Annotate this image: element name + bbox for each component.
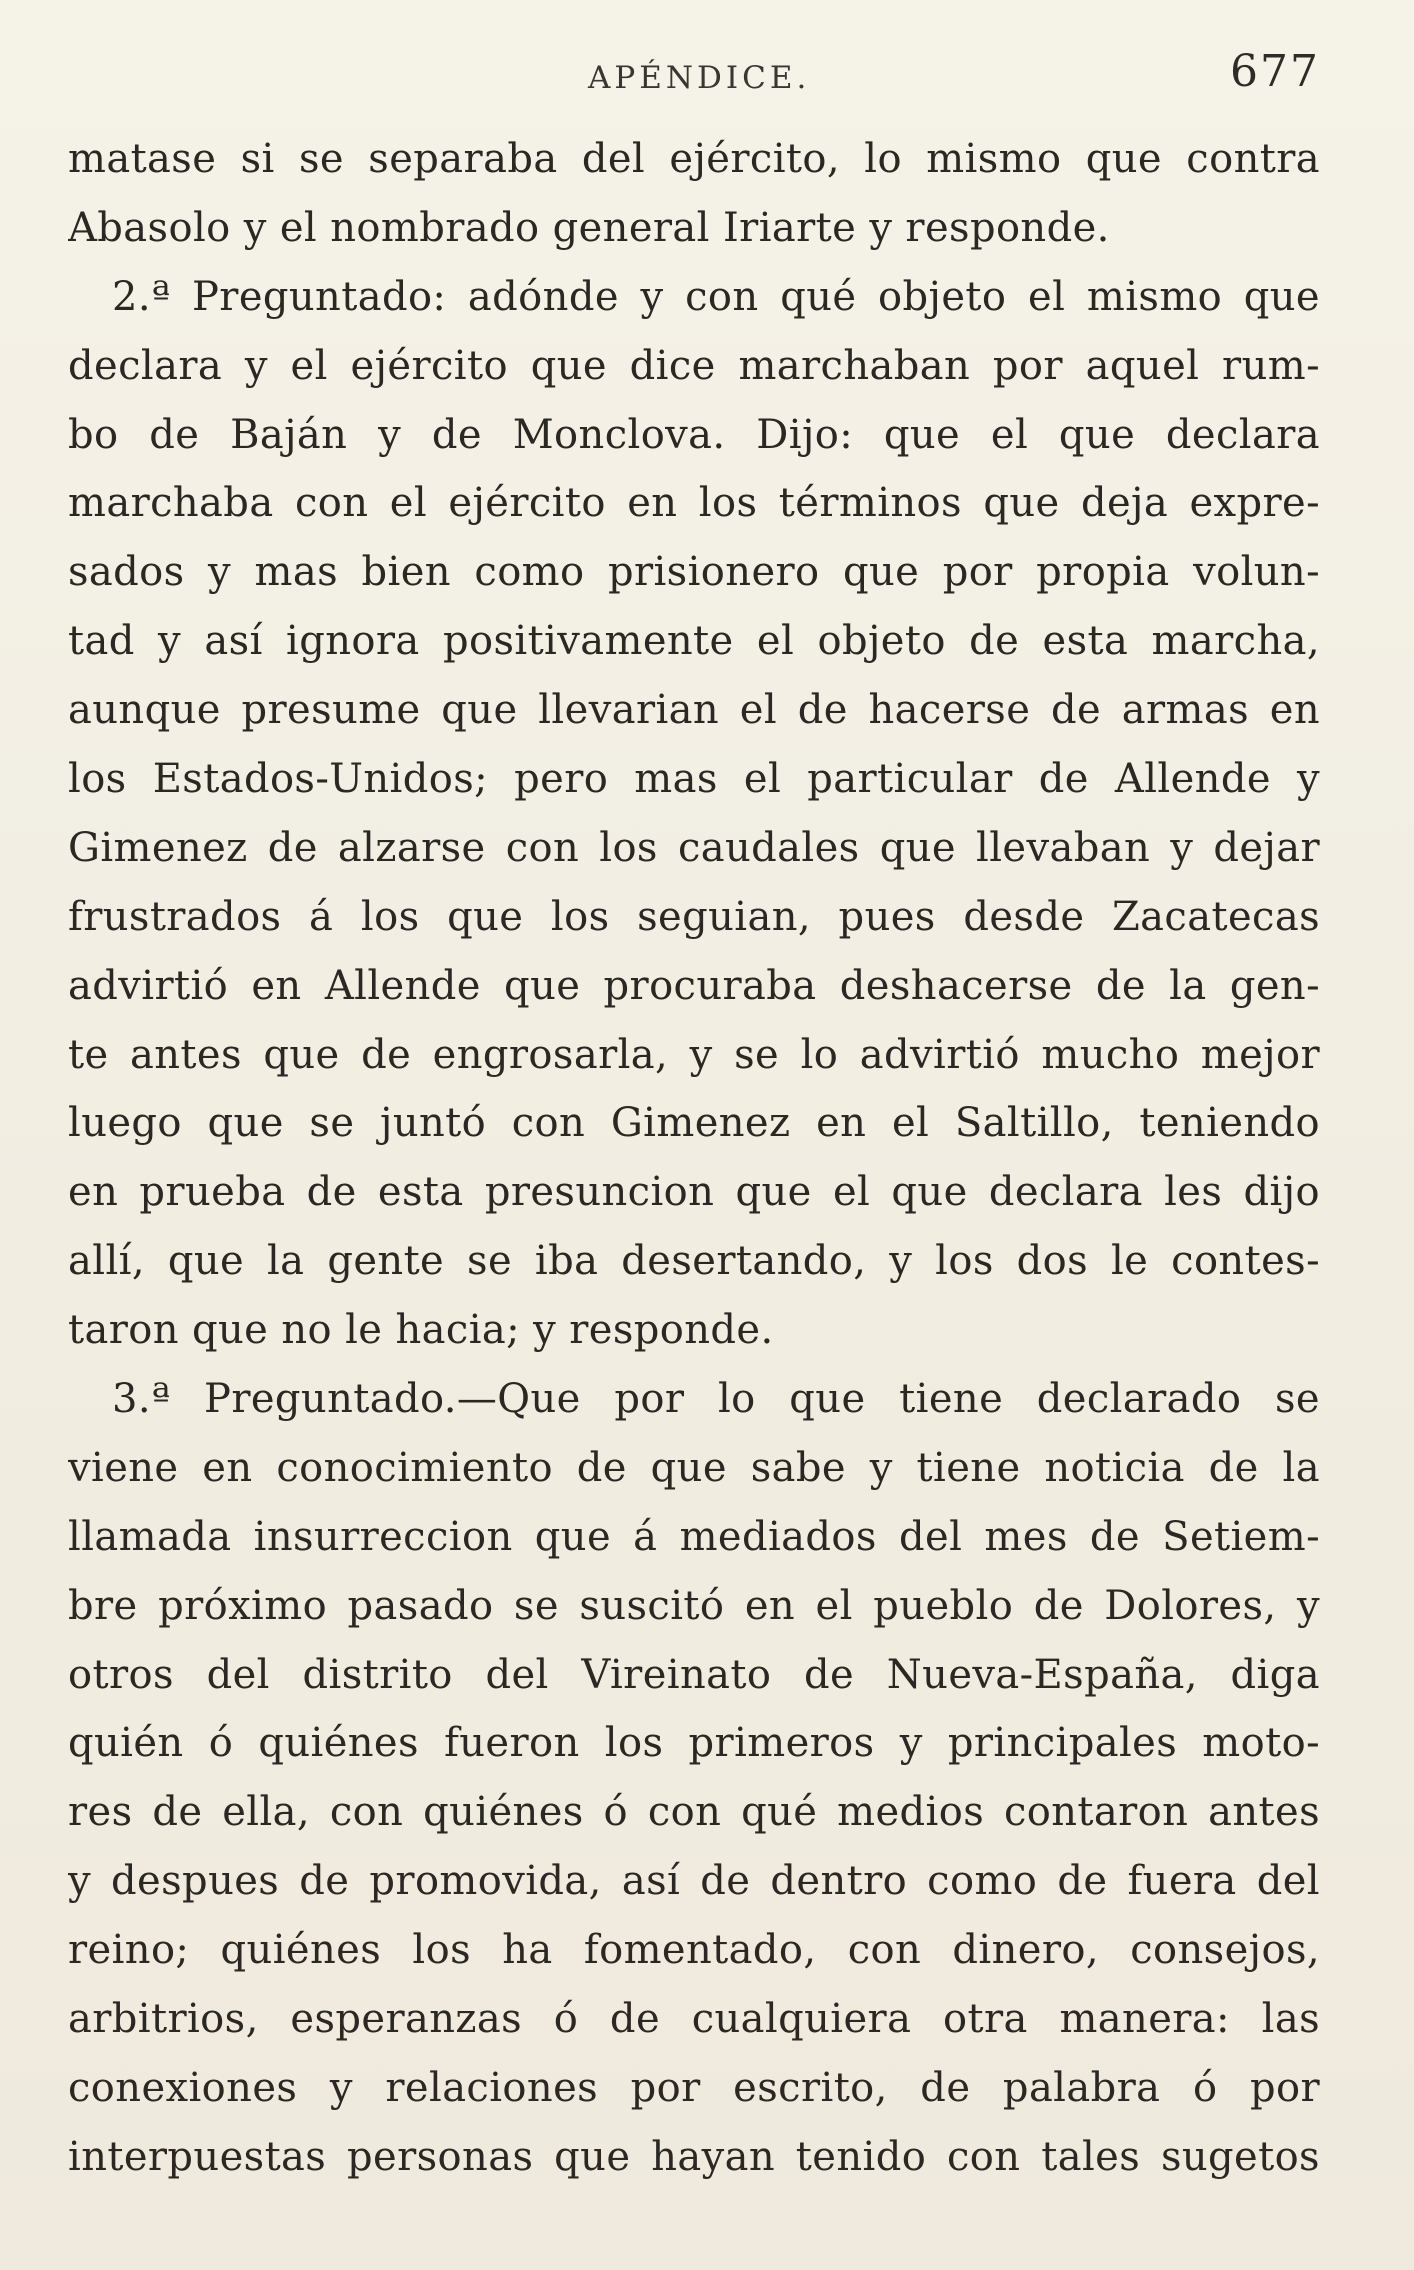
text-line: quién ó quiénes fueron los primeros y principales moto- [68,1720,1320,1767]
text-line: Gimenez de alzarse con los caudales que llevaban y dejar [68,824,1320,871]
text-line: res de ella, con quiénes ó con qué medios contaron antes [68,1789,1320,1836]
text-line: Abasolo y el nombrado general Iriarte y responde. [68,204,1110,251]
text-line: advirtió en Allende que procuraba deshacerse de la gen- [68,962,1320,1009]
text-line: matase si se separaba del ejército, lo mismo que contra [68,136,1320,182]
text-line: conexiones y relaciones por escrito, de palabra ó por [68,2064,1320,2111]
text-line: 3.ª Preguntado.—Que por lo que tiene declarado se [112,1376,1320,1423]
text-line: arbitrios, esperanzas ó de cualquiera otra manera: las [68,1996,1320,2043]
text-line: 2.ª Preguntado: adónde y con qué objeto el mismo que [112,273,1320,320]
text-line: allí, que la gente se iba desertando, y los dos le contes- [68,1238,1320,1285]
text-line: declara y el ejército que dice marchaban por aquel rum- [68,342,1320,389]
text-line: luego que se juntó con Gimenez en el Saltillo, teniendo [68,1100,1320,1147]
text-line: llamada insurreccion que á mediados del mes de Setiem- [68,1513,1320,1560]
text-line: interpuestas personas que hayan tenido con tales sugetos [68,2133,1320,2180]
text-line: viene en conocimiento de que sabe y tiene noticia de la [68,1444,1320,1491]
running-head: APÉNDICE. [588,60,811,96]
text-line: bo de Baján y de Monclova. Dijo: que el que declara [68,411,1320,458]
text-line: en prueba de esta presuncion que el que declara les dijo [68,1169,1320,1216]
page-header [68,42,1320,112]
page-number: 677 [1230,46,1320,97]
text-line: los Estados-Unidos; pero mas el particular de Allende y [68,756,1320,803]
text-line: marchaba con el ejército en los términos que deja expre- [68,480,1320,527]
text-line: aunque presume que llevarian el de hacerse de armas en [68,687,1320,734]
text-line: tad y así ignora positivamente el objeto de esta marcha, [68,618,1320,665]
text-line: te antes que de engrosarla, y se lo advirtió mucho mejor [68,1031,1320,1078]
text-line: frustrados á los que los seguian, pues desde Zacatecas [68,893,1320,940]
text-line: y despues de promovida, así de dentro como de fuera del [68,1858,1320,1905]
text-line: reino; quiénes los ha fomentado, con dinero, consejos, [68,1927,1320,1974]
body-text [68,125,1320,2192]
text-line: taron que no le hacia; y responde. [68,1307,774,1354]
text-line: bre próximo pasado se suscitó en el pueblo de Dolores, y [68,1582,1320,1629]
text-line: otros del distrito del Vireinato de Nueva-España, diga [68,1651,1320,1698]
text-line: sados y mas bien como prisionero que por propia volun- [68,549,1320,596]
